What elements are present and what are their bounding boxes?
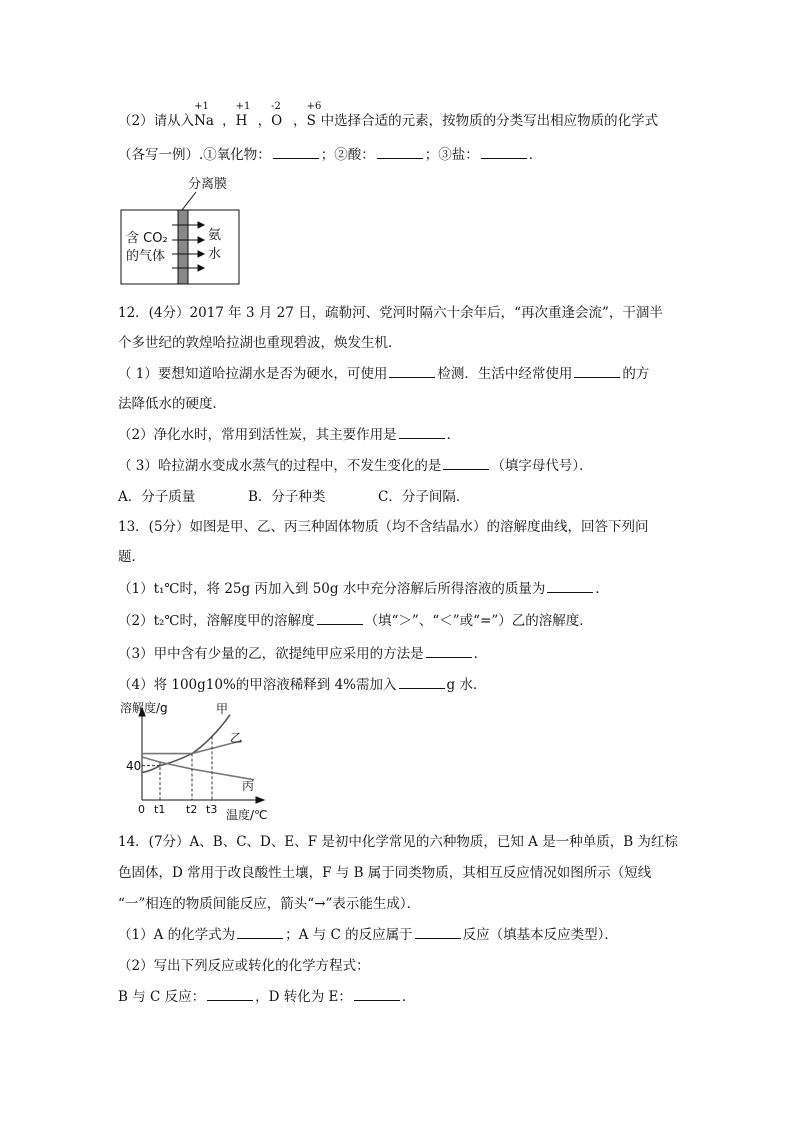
- q11-part2-line2: （各写一例）.①氧化物： ；②酸： ；③盐： ．: [118, 147, 543, 163]
- q12-options: [118, 488, 469, 506]
- q12-line1: 12．(4分）2017 年 3 月 27 日，疏勒河、党河时隔六十余年后，“再次重逢会流”，干涸半: [118, 305, 663, 321]
- curve-label-bing: 丙: [242, 779, 255, 793]
- q11-part2-line1: （2）请从入 +1 Na ， +1 H ， -2 O ， +6 S 中选择合适的元素，按物质的分类写出相应物质的化学式: [118, 101, 659, 129]
- element-o: -2 O: [271, 101, 283, 129]
- chart-ylabel: 溶解度/g: [120, 701, 168, 715]
- q13-line5: （3）甲中含有少量的乙，欲提纯甲应采用的方法是 ．: [118, 646, 488, 662]
- q14-line1: 14．(7分）A、B、C、D、E、F 是初中化学常见的六种物质，已知 A 是一种单质，B 为红棕: [118, 834, 678, 850]
- x-tick-t3: t3: [206, 803, 218, 816]
- x-tick-t2: t2: [186, 803, 198, 816]
- element-h: +1 H: [235, 101, 251, 129]
- answer-blank-solution-mass[interactable]: [547, 580, 593, 593]
- gas-label-line2: 的气体: [126, 249, 166, 264]
- option-c: C．分子间隔．: [378, 489, 470, 505]
- answer-blank-acid[interactable]: [377, 146, 423, 159]
- q12-line2: 个多世纪的敦煌哈拉湖也重现碧波，焕发生机．: [118, 335, 402, 351]
- q14-line5: （2）写出下列反应或转化的化学方程式：: [118, 958, 370, 974]
- membrane-pointer: [182, 192, 196, 210]
- q13-line6: （4）将 100g10%的甲溶液稀释到 4%需加入 g 水．: [118, 677, 487, 693]
- ammonia-label-line2: 水: [208, 247, 222, 262]
- curve-label-jia: 甲: [216, 702, 229, 716]
- q13-line1: 13．(5分）如图是甲、乙、丙三种固体物质（均不含结晶水）的溶解度曲线，回答下列问: [118, 519, 649, 535]
- q14-line6: B 与 C 反应： ，D 转化为 E： ．: [118, 989, 416, 1005]
- answer-blank-compare[interactable]: [317, 612, 363, 625]
- q13-line2: 题．: [118, 549, 145, 565]
- separation-membrane-diagram: [118, 172, 243, 288]
- answer-blank-oxide[interactable]: [273, 146, 319, 159]
- x-tick-0: 0: [138, 803, 145, 816]
- y-tick-40: 40: [126, 759, 142, 773]
- element-s: +6 S: [306, 101, 322, 129]
- curve-label-yi: 乙: [230, 731, 243, 745]
- answer-blank-hardness-test[interactable]: [389, 365, 435, 378]
- gas-label-line1: 含 CO₂: [126, 231, 168, 246]
- q13-line3: （1）t₁℃时，将 25g 丙加入到 50g 水中充分溶解后所得溶液的质量为 ．: [118, 581, 609, 597]
- answer-blank-reaction-type[interactable]: [415, 926, 461, 939]
- answer-blank-b-c-equation[interactable]: [207, 988, 253, 1001]
- answer-blank-water-mass[interactable]: [399, 676, 445, 689]
- q12-line3: （ 1）要想知道哈拉湖水是否为硬水，可使用 检测．生活中经常使用 的方: [118, 366, 650, 382]
- answer-blank-carbon-role[interactable]: [399, 426, 445, 439]
- q14-line4: （1）A 的化学式为 ；A 与 C 的反应属于 反应（填基本反应类型）．: [118, 927, 618, 943]
- q13-line4: （2）t₂℃时，溶解度甲的溶解度 （填“＞”、“＜”或“=”）乙的溶解度．: [118, 613, 593, 629]
- q12-line5: （2）净化水时，常用到活性炭，其主要作用是 ．: [118, 427, 461, 443]
- element-na: +1 Na: [194, 101, 214, 129]
- q14-line2: 色固体，D 常用于改良酸性土壤，F 与 B 属于同类物质，其相互反应情况如图所示（短线: [118, 865, 652, 881]
- membrane: [178, 210, 188, 284]
- series-line-yi: [142, 741, 242, 754]
- solubility-chart: [118, 700, 288, 824]
- chart-xlabel: 温度/℃: [226, 808, 268, 822]
- membrane-label: 分离膜: [188, 177, 228, 192]
- series-line-jia: [142, 715, 230, 773]
- answer-blank-a-formula[interactable]: [237, 926, 283, 939]
- q14-line3: “一”相连的物质间能反应，箭头“→”表示能生成）．: [118, 896, 421, 912]
- answer-blank-softening-method[interactable]: [574, 365, 620, 378]
- answer-blank-d-to-e-equation[interactable]: [354, 988, 400, 1001]
- option-b: B．分子种类: [248, 489, 326, 505]
- answer-blank-purify-method[interactable]: [426, 645, 472, 658]
- option-a: A．分子质量: [118, 489, 196, 505]
- answer-blank-salt[interactable]: [481, 146, 527, 159]
- answer-blank-unchanged[interactable]: [443, 457, 489, 470]
- ammonia-label-line1: 氨: [208, 228, 222, 243]
- series-line-bing: [142, 757, 254, 780]
- x-tick-t1: t1: [154, 803, 166, 816]
- q12-line4: 法降低水的硬度．: [118, 396, 226, 412]
- q12-line6: （ 3）哈拉湖水变成水蒸气的过程中，不发生变化的是 （填字母代号）．: [118, 458, 593, 474]
